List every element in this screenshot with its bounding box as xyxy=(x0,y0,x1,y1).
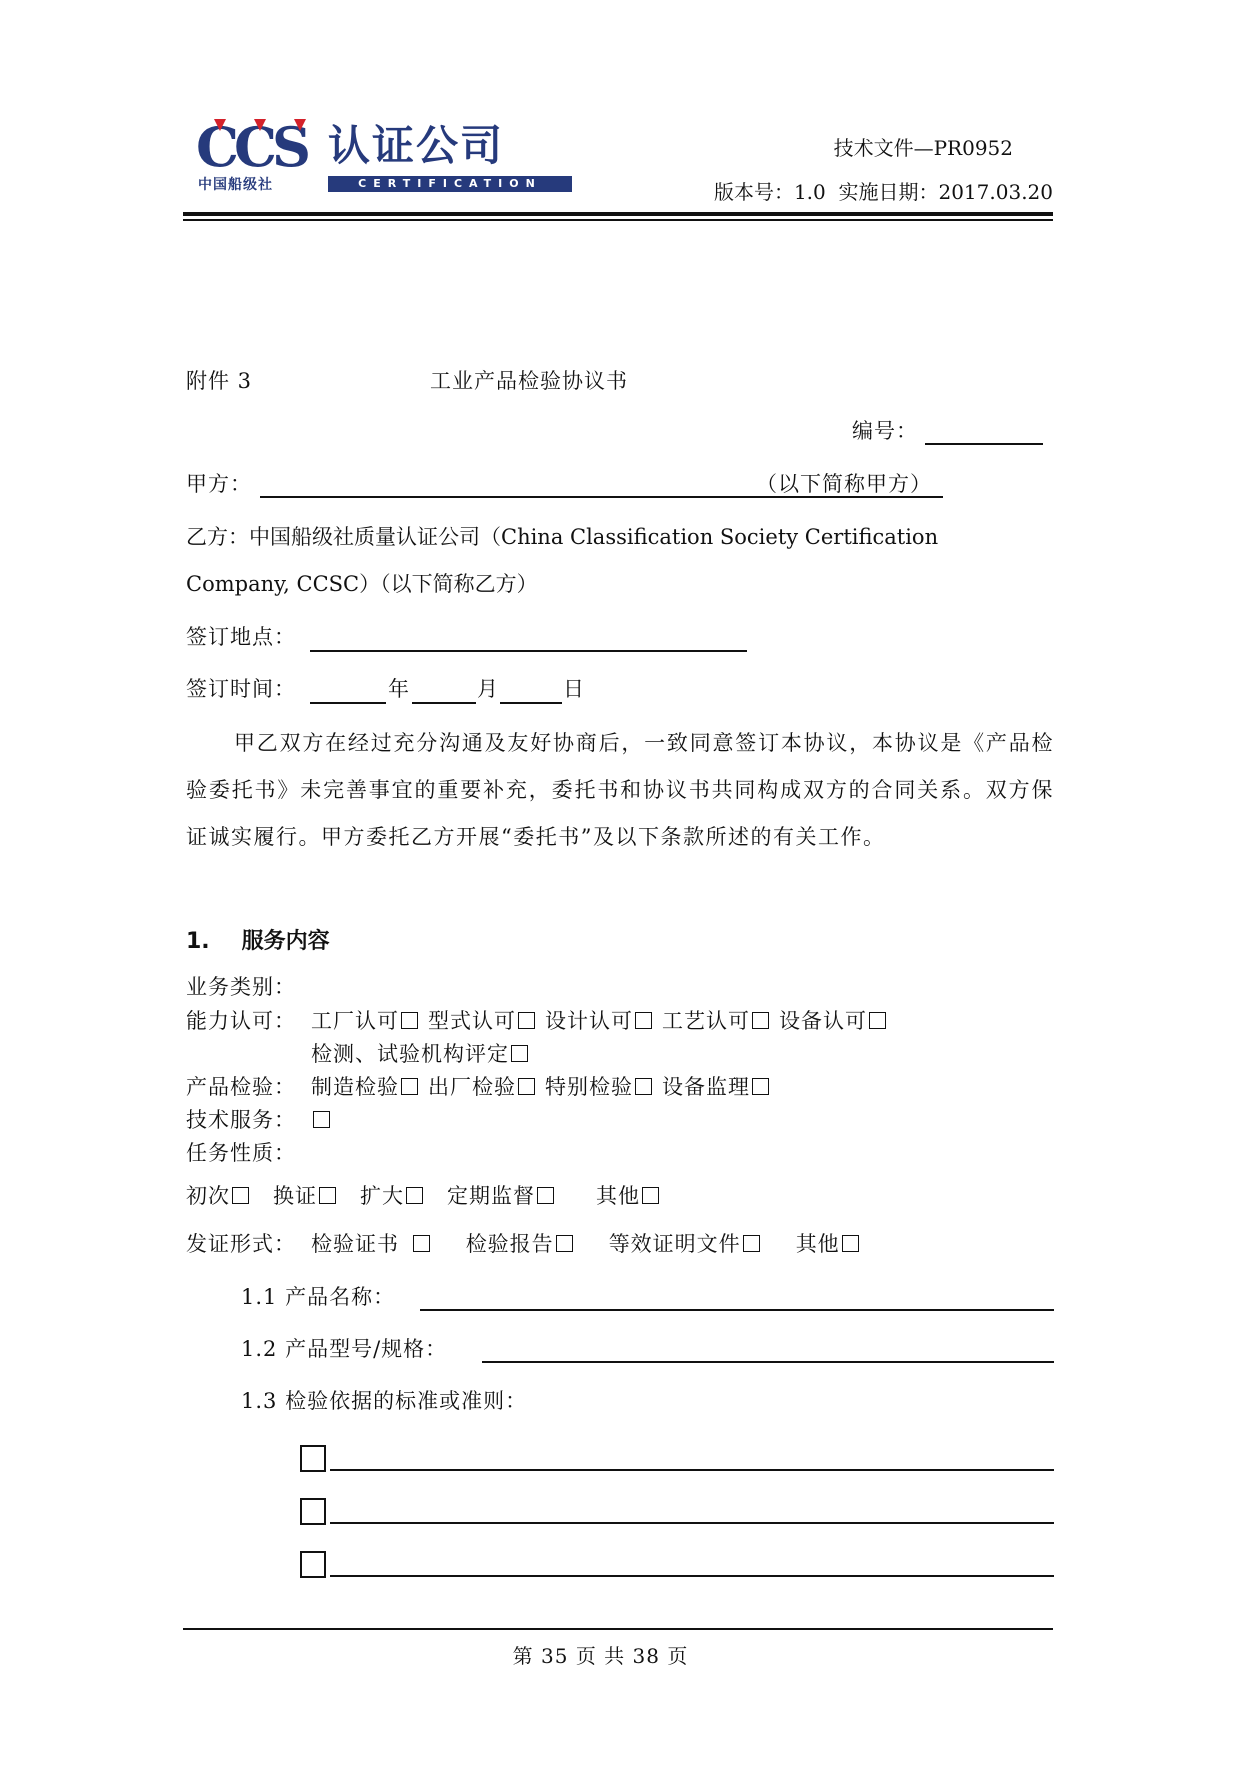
option-factory-exit-inspection[interactable] xyxy=(428,1075,535,1099)
item-1-1-label: 1.1 产品名称： xyxy=(241,1285,396,1309)
section-1-number: 1. xyxy=(186,929,210,954)
checkbox[interactable] xyxy=(635,1012,652,1029)
checkbox[interactable] xyxy=(556,1235,573,1252)
standard-checkbox-2[interactable] xyxy=(300,1498,326,1525)
sign-day-field[interactable] xyxy=(500,702,562,704)
footer-rule xyxy=(183,1628,1053,1630)
logo-certification-band: CERTIFICATION xyxy=(328,176,572,192)
option-label: 扩大 xyxy=(360,1184,404,1208)
checkbox[interactable] xyxy=(752,1012,769,1029)
capability-label: 能力认可： xyxy=(186,1009,296,1033)
sign-year-label: 年 xyxy=(388,677,410,701)
option-label: 设备监理 xyxy=(662,1075,750,1099)
version-value: 1.0 xyxy=(793,180,826,204)
checkbox[interactable] xyxy=(232,1187,249,1204)
checkbox[interactable] xyxy=(642,1187,659,1204)
option-label: 检验报告 xyxy=(465,1232,554,1256)
checkbox[interactable] xyxy=(401,1012,418,1029)
checkbox[interactable] xyxy=(537,1187,554,1204)
checkbox[interactable] xyxy=(635,1078,652,1095)
option-label: 换证 xyxy=(273,1184,317,1208)
tech-service-label: 技术服务： xyxy=(186,1108,296,1132)
checkbox[interactable] xyxy=(743,1235,760,1252)
checkbox[interactable] xyxy=(413,1235,430,1252)
certificate-form-options xyxy=(311,1234,859,1255)
option-label: 制造检验 xyxy=(311,1075,399,1099)
header-rule-thick xyxy=(183,212,1053,216)
option-label: 出厂检验 xyxy=(428,1075,516,1099)
checkbox[interactable] xyxy=(752,1078,769,1095)
checkbox[interactable] xyxy=(319,1187,336,1204)
attachment-label: 附件 3 xyxy=(186,369,253,393)
logo-ccs-mark: CCS xyxy=(196,118,306,176)
option-special-inspection[interactable] xyxy=(545,1075,652,1099)
option-renewal[interactable] xyxy=(273,1184,336,1208)
sign-month-label: 月 xyxy=(477,677,499,701)
checkbox[interactable] xyxy=(511,1045,528,1062)
option-label: 工厂认可 xyxy=(311,1009,399,1033)
option-label: 初次 xyxy=(186,1184,230,1208)
checkbox[interactable] xyxy=(869,1012,886,1029)
number-field[interactable] xyxy=(925,443,1043,445)
standard-checkbox-1[interactable] xyxy=(300,1445,326,1472)
logo-red-notch xyxy=(294,119,306,131)
option-equipment-approval[interactable] xyxy=(779,1009,886,1033)
checkbox[interactable] xyxy=(406,1187,423,1204)
option-other-form[interactable] xyxy=(796,1232,859,1256)
option-label: 定期监督 xyxy=(447,1184,535,1208)
version-label: 版本号： xyxy=(713,180,794,204)
standard-checkbox-3[interactable] xyxy=(300,1551,326,1578)
effective-date-value: 2017.03.20 xyxy=(938,180,1053,204)
sign-day-label: 日 xyxy=(563,677,585,701)
logo-red-notch xyxy=(254,119,266,131)
certificate-form-label: 发证形式： xyxy=(186,1232,296,1256)
task-nature-options xyxy=(186,1186,659,1207)
sign-place-field[interactable] xyxy=(310,650,747,652)
document-title: 工业产品检验协议书 xyxy=(430,369,628,393)
sign-time-label: 签订时间： xyxy=(186,677,296,701)
option-equipment-supervision[interactable] xyxy=(662,1075,769,1099)
option-extension[interactable] xyxy=(360,1184,423,1208)
option-other[interactable] xyxy=(596,1184,659,1208)
standard-field-3[interactable] xyxy=(330,1575,1054,1577)
option-label: 工艺认可 xyxy=(662,1009,750,1033)
version-line xyxy=(714,180,1053,204)
logo-red-notch xyxy=(214,119,226,131)
item-1-2-label: 1.2 产品型号/规格： xyxy=(241,1337,448,1361)
product-model-field[interactable] xyxy=(482,1361,1054,1363)
task-nature-label: 任务性质： xyxy=(186,1141,296,1165)
option-label: 检验证书 xyxy=(311,1232,407,1256)
option-initial[interactable] xyxy=(186,1184,249,1208)
option-design-approval[interactable] xyxy=(545,1009,652,1033)
option-label: 等效证明文件 xyxy=(608,1232,741,1256)
option-inspection-report[interactable] xyxy=(466,1232,573,1256)
option-label: 特别检验 xyxy=(545,1075,633,1099)
product-inspection-options xyxy=(311,1077,769,1098)
party-b-line-2: Company, CCSC）（以下简称乙方） xyxy=(186,572,538,596)
sign-month-field[interactable] xyxy=(412,702,476,704)
product-inspection-label: 产品检验： xyxy=(186,1075,296,1099)
option-label: 设备认可 xyxy=(779,1009,867,1033)
option-label: 设计认可 xyxy=(545,1009,633,1033)
sign-place-label: 签订地点： xyxy=(186,625,296,649)
section-1-heading xyxy=(186,924,330,955)
capability-options xyxy=(311,1011,886,1032)
option-periodic-surveillance[interactable] xyxy=(447,1184,554,1208)
section-1-title: 服务内容 xyxy=(241,929,330,954)
checkbox[interactable] xyxy=(518,1078,535,1095)
intro-paragraph: 甲乙双方在经过充分沟通及友好协商后，一致同意签订本协议，本协议是《产品检验委托书》未完善事宜的重要补充，委托书和协议书共同构成双方的合同关系。双方保证诚实履行。甲方委托乙方开展“委托书”及以下条款所述的有关工作。 xyxy=(186,731,1054,849)
product-name-field[interactable] xyxy=(420,1309,1054,1311)
checkbox[interactable] xyxy=(313,1111,330,1128)
option-label: 检测、试验机构评定 xyxy=(311,1042,509,1066)
header-rule-thin xyxy=(183,219,1053,221)
option-label: 其他 xyxy=(596,1184,640,1208)
page-number: 第 35 页 共 38 页 xyxy=(512,1644,689,1668)
standard-field-2[interactable] xyxy=(330,1522,1054,1524)
option-process-approval[interactable] xyxy=(662,1009,769,1033)
option-type-approval[interactable] xyxy=(428,1009,535,1033)
option-lab-assessment[interactable] xyxy=(311,1044,528,1065)
effective-date-label: 实施日期： xyxy=(838,180,939,204)
option-label: 其他 xyxy=(795,1232,840,1256)
checkbox[interactable] xyxy=(842,1235,859,1252)
tech-service-option[interactable] xyxy=(311,1110,330,1131)
business-category-label: 业务类别： xyxy=(186,975,296,999)
option-manufacturing-inspection[interactable] xyxy=(311,1075,418,1099)
option-equivalent-document[interactable] xyxy=(609,1232,760,1256)
number-label: 编号： xyxy=(852,419,918,443)
document-code: 技术文件—PR0952 xyxy=(833,136,1013,160)
option-label: 型式认可 xyxy=(428,1009,516,1033)
option-factory-approval[interactable] xyxy=(311,1009,418,1033)
logo-subtitle: 中国船级社 xyxy=(198,177,273,193)
party-a-suffix: （以下简称甲方） xyxy=(756,472,932,496)
logo-company-name: 认证公司 xyxy=(328,122,505,170)
checkbox[interactable] xyxy=(518,1012,535,1029)
sign-year-field[interactable] xyxy=(310,702,386,704)
party-a-field[interactable] xyxy=(260,496,943,498)
standard-field-1[interactable] xyxy=(330,1469,1054,1471)
option-inspection-certificate[interactable] xyxy=(311,1232,430,1256)
checkbox[interactable] xyxy=(401,1078,418,1095)
item-1-3-label: 1.3 检验依据的标准或准则： xyxy=(241,1389,528,1413)
party-b-line-1: 乙方：中国船级社质量认证公司（China Classification Society Certification xyxy=(186,525,939,549)
party-a-label: 甲方： xyxy=(186,472,252,496)
